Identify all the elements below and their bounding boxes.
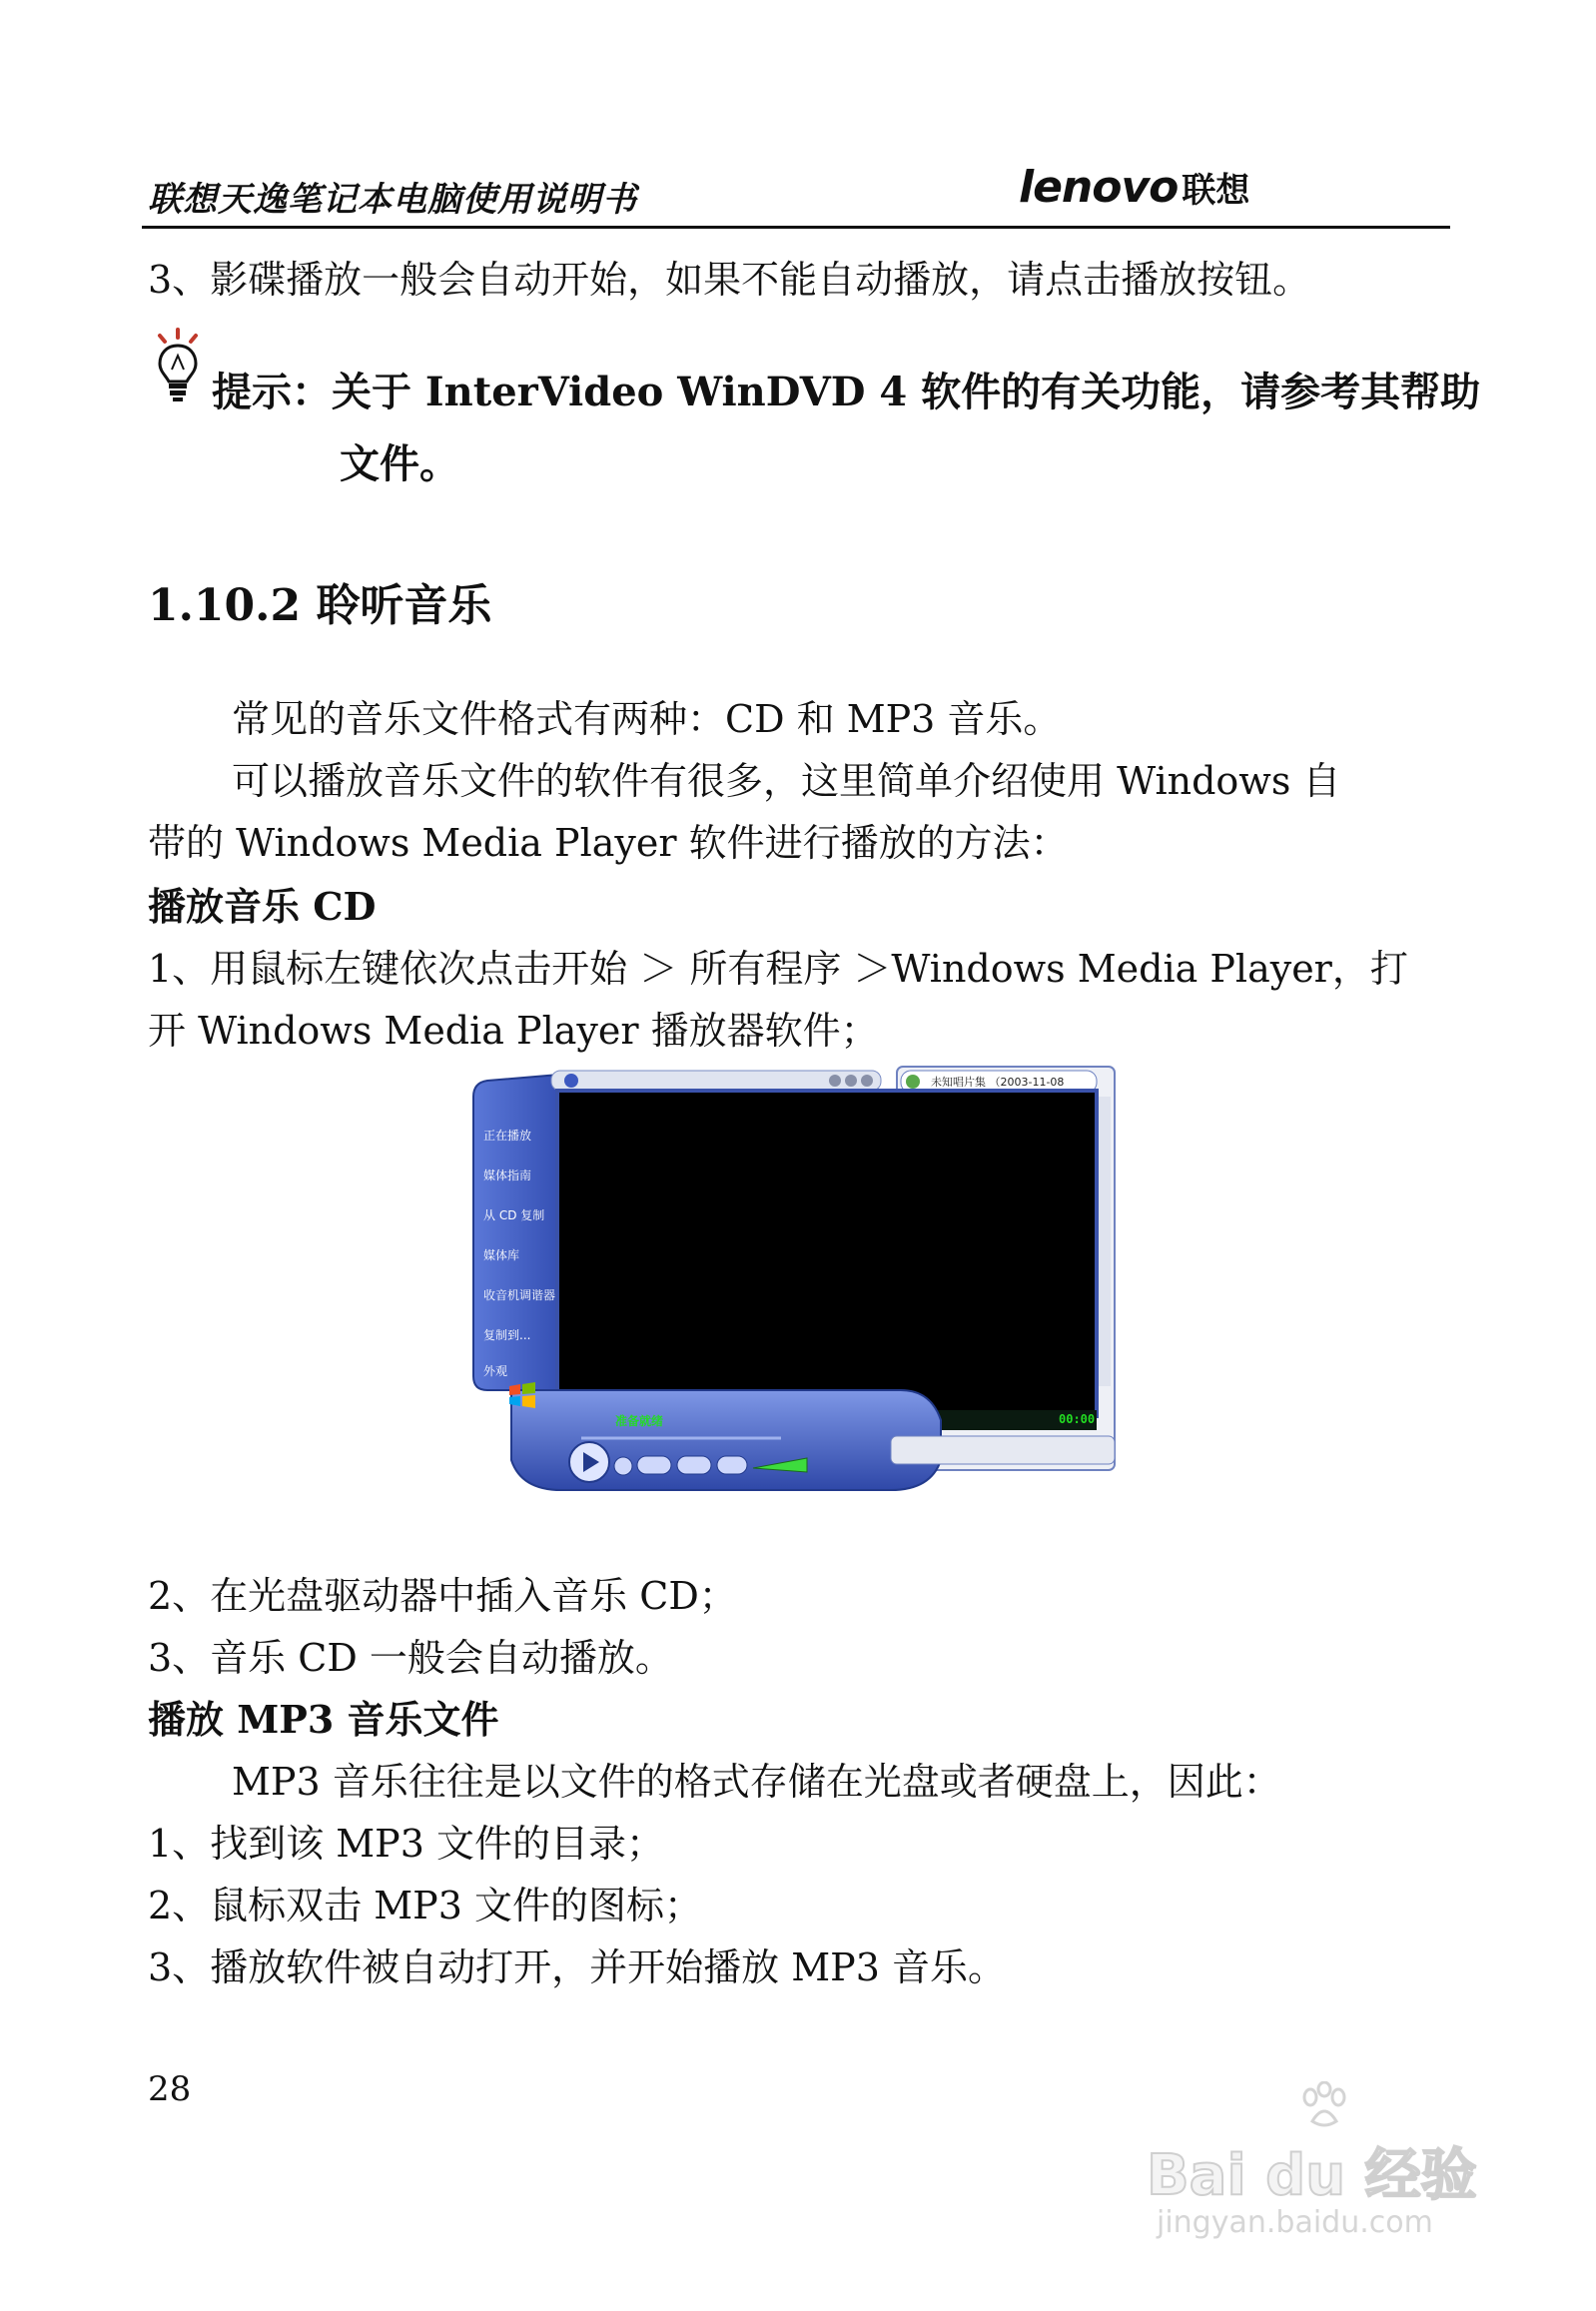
mp3-step-1: 1、找到该 MP3 文件的目录； (148, 1822, 664, 1866)
paragraph-1: 常见的音乐文件格式有两种：CD 和 MP3 音乐。 (232, 697, 1062, 741)
section-heading: 1.10.2 聆听音乐 (148, 580, 492, 631)
mp3-step-2: 2、鼠标双击 MP3 文件的图标； (148, 1884, 702, 1927)
lenovo-logo-cn: 联想 (1182, 171, 1250, 211)
dvd-step-3: 3、影碟播放一般会自动开始，如果不能自动播放，请点击播放按钮。 (148, 258, 1311, 302)
paragraph-2-line-2: 带的 Windows Media Player 软件进行播放的方法： (148, 821, 1069, 865)
lenovo-logo (1019, 162, 1249, 213)
cd-heading: 播放音乐 CD (148, 884, 377, 929)
mp3-heading: 播放 MP3 音乐文件 (148, 1697, 499, 1742)
header-divider (142, 226, 1450, 229)
watermark-brand: Bai du 经验 (1147, 2143, 1477, 2208)
cd-step-1-line-1: 1、用鼠标左键依次点击开始 ＞ 所有程序 ＞Windows Media Player，打 (148, 947, 1408, 991)
mp3-step-3: 3、播放软件被自动打开，并开始播放 MP3 音乐。 (148, 1945, 1006, 1989)
cd-step-2: 2、在光盘驱动器中插入音乐 CD； (148, 1574, 737, 1618)
mp3-intro: MP3 音乐往往是以文件的格式存储在光盘或者硬盘上，因此： (232, 1760, 1281, 1804)
wmp-nav-skin[interactable]: 外观 (483, 1364, 508, 1378)
paragraph-2-line-1: 可以播放音乐文件的软件有很多，这里简单介绍使用 Windows 自 (232, 759, 1341, 803)
wmp-nav-copy-from-cd[interactable]: 从 CD 复制 (483, 1208, 545, 1222)
paw-icon (1296, 2081, 1356, 2131)
wmp-nav-list (483, 1129, 555, 1384)
wmp-nav-copy-to[interactable]: 复制到... (483, 1328, 531, 1342)
wmp-time-display: 00:00 (1059, 1412, 1096, 1426)
cd-step-1-line-2: 开 Windows Media Player 播放器软件； (148, 1009, 879, 1053)
wmp-nav-radio-tuner[interactable]: 收音机调谐器 (483, 1288, 556, 1302)
document-header-title: 联想天逸笔记本电脑使用说明书 (148, 180, 637, 220)
tip-line-2: 文件。 (340, 440, 459, 487)
wmp-status-text: 准备就绪 (615, 1414, 664, 1428)
wmp-screenshot (471, 1061, 1119, 1500)
baidu-watermark (1147, 2081, 1506, 2251)
windows-logo-icon (507, 1380, 537, 1410)
wmp-nav-media-guide[interactable]: 媒体指南 (483, 1168, 532, 1182)
page-number: 28 (148, 2069, 192, 2109)
tip-line-1: 提示：关于 InterVideo WinDVD 4 软件的有关功能，请参考其帮助 (212, 369, 1481, 415)
lenovo-logo-latin: lenovo (1019, 162, 1179, 213)
watermark-url: jingyan.baidu.com (1157, 2205, 1433, 2240)
wmp-nav-library[interactable]: 媒体库 (483, 1248, 520, 1262)
wmp-playlist-selector[interactable]: 未知唱片集 （2003-11-08 (931, 1076, 1065, 1089)
lightbulb-tip-icon (150, 326, 206, 405)
cd-step-3: 3、音乐 CD 一般会自动播放。 (148, 1636, 673, 1680)
wmp-nav-now-playing[interactable]: 正在播放 (483, 1129, 532, 1143)
